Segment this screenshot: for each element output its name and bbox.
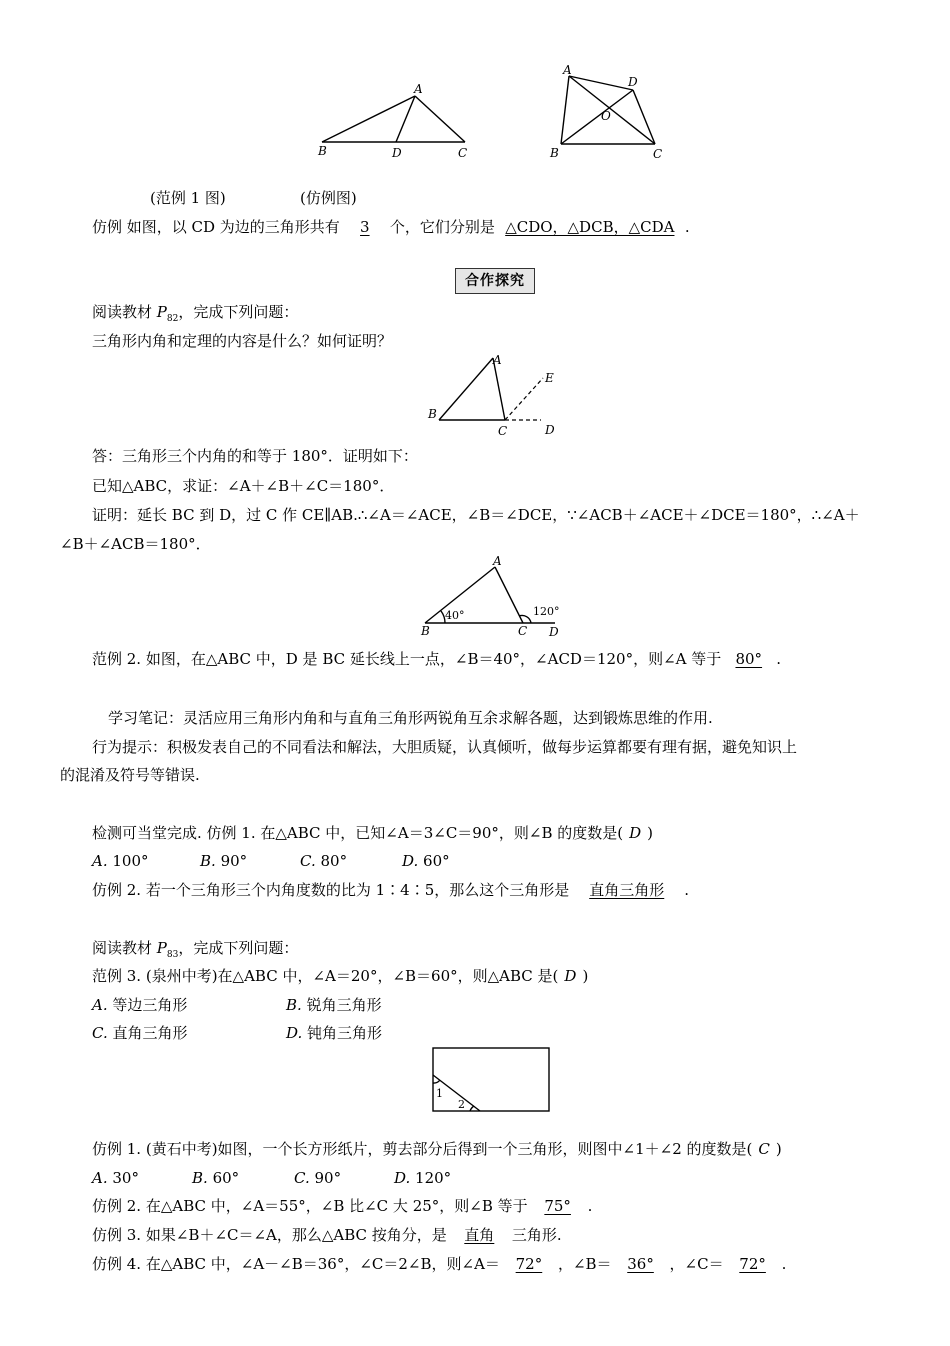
label-E: E <box>545 371 554 385</box>
figure-example2 <box>415 555 575 640</box>
read-instruction-2: 阅读教材 $P_{83}$，完成下列问题： <box>92 939 299 960</box>
answer-blank: 80° <box>735 650 763 668</box>
label-A: A <box>493 555 502 568</box>
angle-1-label: 1 <box>436 1087 443 1100</box>
answer-statement: 答：三角形三个内角的和等于 180°．证明如下： <box>92 447 418 465</box>
q3-question: 仿例 3. 如果∠B＋∠C＝∠A，那么△ABC 按角分，是 直角 三角形. <box>92 1226 562 1244</box>
label-A: A <box>493 353 502 367</box>
label-C: C <box>458 146 468 160</box>
answer-blank: 75° <box>544 1197 571 1215</box>
caption-fangli: (仿例图) <box>300 189 357 207</box>
behavior-tip-2: 的混淆及符号等错误. <box>60 766 200 784</box>
answer-blank: 72° <box>515 1255 543 1273</box>
label-O: O <box>601 109 611 123</box>
fangli-cd-question: 仿例 如图，以 CD 为边的三角形共有 3 个，它们分别是 △CDO，△DCB，△CDA . <box>92 218 690 236</box>
answer-blank: 3 <box>360 218 370 236</box>
angle-40-label: 40° <box>445 609 465 622</box>
label-B: B <box>421 624 430 638</box>
example3-question: 范例 3. (泉州中考)在△ABC 中，∠A＝20°，∠B＝60°，则△ABC 是( D ) <box>92 967 589 985</box>
read-instruction-1: 阅读教材 $P_{82}$，完成下列问题： <box>92 303 299 324</box>
check-question: 检测可当堂完成. 仿例 1. 在△ABC 中，已知∠A＝3∠C＝90°，则∠B 的度数是( D ) <box>92 824 653 842</box>
label-B: B <box>318 144 327 158</box>
caption-example1: (范例 1 图) <box>150 189 226 207</box>
q4-question: 仿例 4. 在△ABC 中，∠A－∠B＝36°，∠C＝2∠B，则∠A＝ 72° ，∠B＝ 36° ，∠C＝ 72° . <box>92 1255 787 1273</box>
figure-fangli <box>545 62 675 162</box>
label-D: D <box>392 146 402 160</box>
label-D: D <box>628 75 638 89</box>
answer-blank: 直角三角形 <box>589 881 665 899</box>
proof-line-1: 证明：延长 BC 到 D，过 C 作 CE∥AB.∴∠A＝∠ACE，∠B＝∠DCE，∵∠ACB＋∠ACE＋∠DCE＝180°，∴∠A＋ <box>92 506 860 524</box>
fangli2-question: 仿例 2. 若一个三角形三个内角度数的比为 1∶4∶5，那么这个三角形是 直角三角形 . <box>92 881 690 899</box>
angle-120-label: 120° <box>533 605 560 618</box>
study-note: 学习笔记：灵活应用三角形内角和与直角三角形两锐角互余求解各题，达到锻炼思维的作用. <box>108 709 713 727</box>
label-A: A <box>563 63 572 77</box>
q2-question: 仿例 2. 在△ABC 中，∠A＝55°，∠B 比∠C 大 25°，则∠B 等于 75° . <box>92 1197 593 1215</box>
label-B: B <box>428 407 437 421</box>
behavior-tip-1: 行为提示：积极发表自己的不同看法和解法，大胆质疑，认真倾听，做每步运算都要有理有据，避免知识上 <box>92 738 798 756</box>
label-A: A <box>414 82 423 96</box>
label-C: C <box>653 147 663 161</box>
figure-proof <box>425 350 565 440</box>
proof-line-2: ∠B＋∠ACB＝180°． <box>60 535 211 553</box>
figure-example1 <box>310 80 480 160</box>
figure-rectangle <box>430 1045 555 1115</box>
answer-blank: △CDO，△DCB，△CDA <box>505 218 675 236</box>
angle-2-label: 2 <box>458 1098 465 1111</box>
answer-blank: 72° <box>739 1255 766 1273</box>
label-C: C <box>518 624 528 638</box>
question-text: 三角形内角和定理的内容是什么？如何证明？ <box>92 332 393 350</box>
example2-question: 范例 2. 如图，在△ABC 中，D 是 BC 延长线上一点，∠B＝40°，∠ACD＝120°，则∠A 等于 80° . <box>92 650 782 668</box>
label-B: B <box>550 146 559 160</box>
answer-blank: 直角 <box>464 1226 495 1244</box>
label-C: C <box>498 424 508 438</box>
given-statement: 已知△ABC，求证：∠A＋∠B＋∠C＝180°． <box>92 477 395 495</box>
label-D: D <box>549 625 559 639</box>
q1-question: 仿例 1. (黄石中考)如图，一个长方形纸片，剪去部分后得到一个三角形，则图中∠1＋∠2 的度数是( C ) <box>92 1140 782 1158</box>
label-D: D <box>545 423 555 437</box>
answer-blank: 36° <box>627 1255 654 1273</box>
section-banner: 合作探究 <box>455 268 535 294</box>
